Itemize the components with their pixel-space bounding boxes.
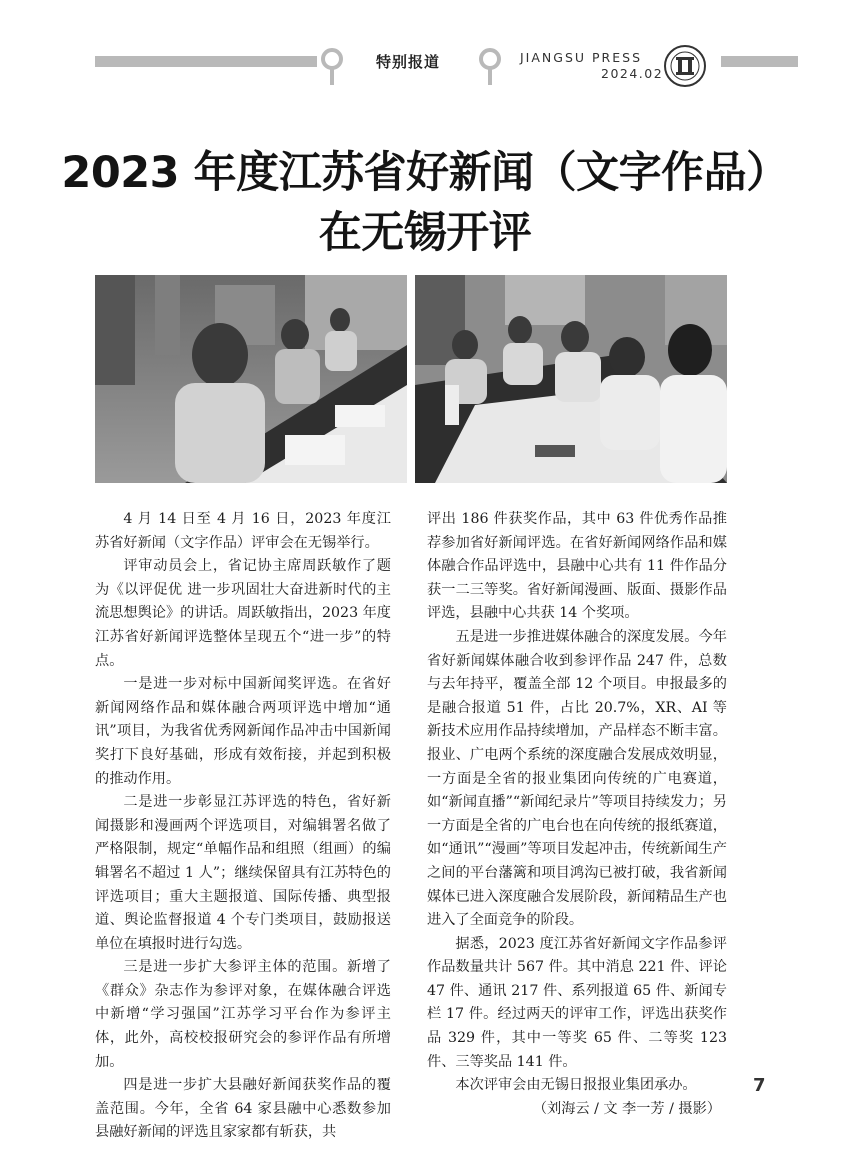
review-meeting-photo-right [415, 275, 727, 483]
article-title-line2: 在无锡开评 [318, 208, 532, 258]
article-paragraph: 三是进一步扩大参评主体的范围。新增了《群众》杂志作为参评对象，在媒体融合评选中新增“学习强国”江苏学习平台作为参评主体，此外，高校校报研究会的参评作品有所增加。 [95, 959, 391, 1070]
article-paragraph: 据悉，2023 度江苏省好新闻文字作品参评作品数量共计 567 件。其中消息 221 件、评论 47 件、通讯 217 件、系列报道 65 件、新闻专栏 17 件。经过两天的评审工作，评选出获奖作品 329 件，其中一等奖 65 件、二等奖 123 件、三等奖品 141 件。 [427, 935, 727, 1070]
article-paragraph: 本次评审会由无锡日报报业集团承办。 [455, 1077, 697, 1094]
section-label: 特别报道 [376, 53, 441, 71]
review-meeting-photo-left [95, 275, 407, 483]
author-credit: （刘海云 / 文 李一芳 / 摄影） [532, 1100, 721, 1117]
article-paragraph: 二是进一步彰显江苏评选的特色，省好新闻摄影和漫画两个评选项目，对编辑署名做了严格限制，规定“单幅作品和组照（组画）的编辑署名不超过 1 人”；继续保留具有江苏特色的评选项目；重大主题报道、国际传播、典型报道、舆论监督报道 4 个专门类项目，鼓励报送单位在填报时进行勾选。 [95, 794, 391, 952]
article-title-line1: 2023 年度江苏省好新闻（文字作品） [61, 148, 789, 198]
article-paragraph: 4 月 14 日至 4 月 16 日，2023 年度江苏省好新闻（文字作品）评审会在无锡举行。 [95, 511, 391, 551]
issue-number: 2024.02 [601, 66, 664, 81]
article-column-right [427, 508, 727, 1121]
article-column-left [95, 508, 391, 1145]
header-bar-right [721, 56, 798, 67]
map-pin-icon [317, 45, 347, 87]
magazine-name: JIANGSU PRESS [520, 50, 643, 65]
map-pin-icon [475, 45, 505, 87]
article-paragraph-continued: 评出 186 件获奖作品，其中 63 件优秀作品推荐参加省好新闻评选。在省好新闻网络作品和媒体融合作品评选中，县融中心共有 11 件作品分获一二三等奖。省好新闻漫画、版面、摄影作品评选，县融中心共获 14 个奖项。 [427, 511, 727, 622]
header-bar-left [95, 56, 317, 67]
article-paragraph: 一是进一步对标中国新闻奖评选。在省好新闻网络作品和媒体融合两项评选中增加“通讯”项目，为我省优秀网新闻作品冲击中国新闻奖打下良好基础，形成有效衔接，并起到积极的推动作用。 [95, 676, 391, 787]
article-paragraph: 五是进一步推进媒体融合的深度发展。今年省好新闻媒体融合收到参评作品 247 件，总数与去年持平，覆盖全部 12 个项目。申报最多的是融合报道 51 件，占比 20.7%，XR、AI 等新技术应用作品持续增加，产品样态不断丰富。报业、广电两个系统的深度融合发展成效明显，一方面是全省的报业集团向传统的广电赛道，如“新闻直播”“新闻纪录片”等项目持续发力；另一方面是全省的广电台也在向传统的报纸赛道，如“通讯”“漫画”等项目发起冲击，传统新闻生产之间的平台藩篱和项目鸿沟已被打破，我省新闻媒体已进入深度融合发展阶段，新闻精品生产也进入了全面竞争的阶段。 [427, 628, 727, 929]
article-paragraph: 评审动员会上，省记协主席周跃敏作了题为《以评促优 进一步巩固壮大奋进新时代的主流思想舆论》的讲话。周跃敏指出，2023 年度江苏省好新闻评选整体呈现五个“进一步”的特点。 [95, 558, 391, 669]
page-number: 7 [753, 1075, 766, 1096]
article-paragraph: 四是进一步扩大县融好新闻获奖作品的覆盖范围。今年，全省 64 家县融中心悉数参加县融好新闻的评选且家家都有斩获，共 [95, 1077, 391, 1141]
magazine-logo-icon [663, 44, 707, 88]
